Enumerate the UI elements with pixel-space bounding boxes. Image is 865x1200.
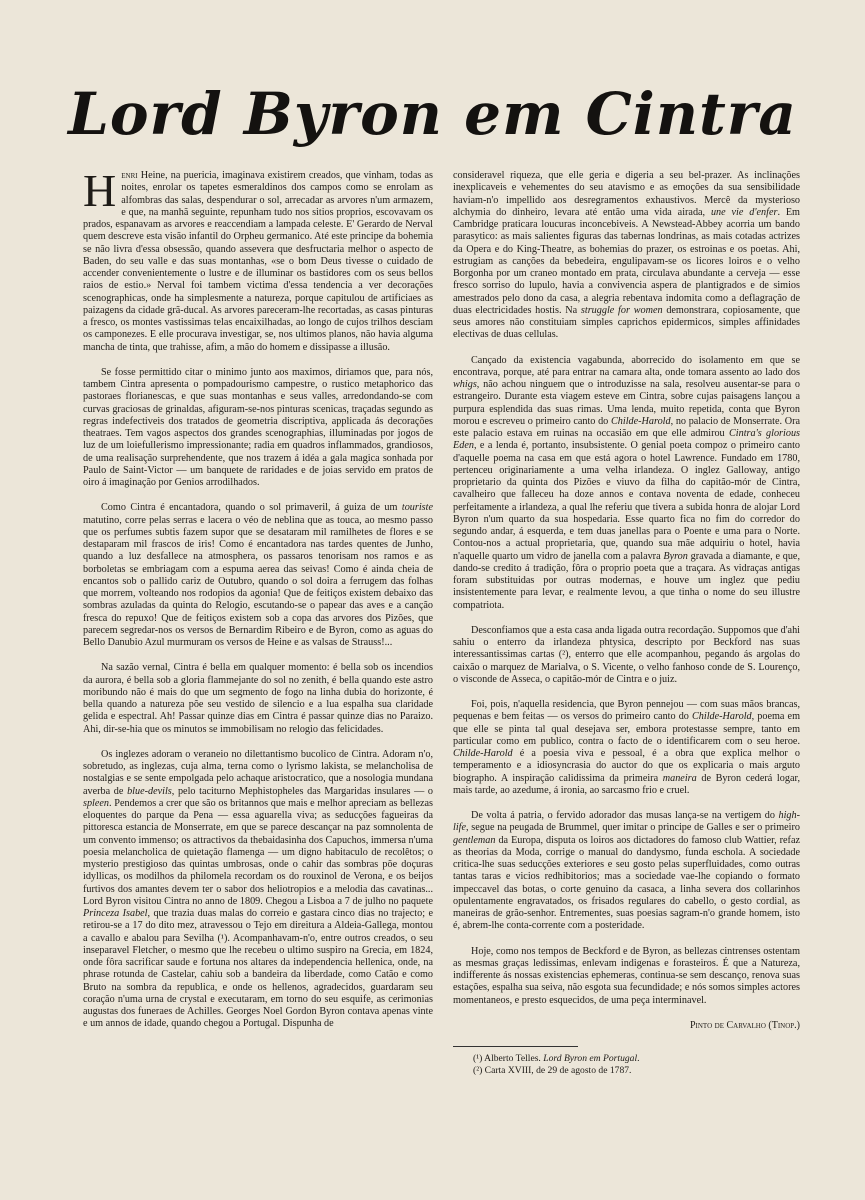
paragraph: Desconfiamos que a esta casa anda ligada outra recordação. Suppomos que d'ahi sahiu o enterro da irlandeza phtysica, descripto por Beckford nas suas interessantissimas cartas (²), enterro que elle acompanhou, pegando ás argolas do caixão o marquez de Marialva, o S. Vicente, o velho fanhoso conde de S. Lourenço, o visconde de Asseca, o capitão-mór de Cintra e o juiz.: [453, 624, 800, 685]
article-title: Lord Byron em Cintra: [68, 80, 797, 148]
footnote: (¹) Alberto Telles. Lord Byron em Portugal.: [473, 1053, 640, 1064]
left-column: [83, 165, 434, 1044]
author-signature: Pinto de Carvalho (Tinop.): [689, 1019, 800, 1031]
paragraph: Se fosse permittido citar o minimo junto aos maximos, diriamos que, para nós, tambem Cintra apresenta o pompadourismo campestre, o rustico metaphorico das pastoraes florianescas, e que suas montanhas e seus valles, arredondando-se com curvas graciosas de grinaldas, afiguram-se-nos pinturas scenicas, traçadas segundo as regras indefectiveis dos tratados de geometria discriptiva, applicada ás decorações theatraes. Tem vagos aspectos dos grandes scenographias, illuminadas por jogos de luz de um loiefullerismo impressionante; radia em quadros inflammados, grandiosos, de uma realisação surprehendente, que nos trazem á idéa a gala magica sonhada por Paulo de Saint-Victor — um banquete de raridades e de joias servido em pratos de oiro á imaginação por Genios arrodilhados.: [83, 366, 433, 488]
paragraph: Como Cintra é encantadora, quando o sol primaveril, á guiza de um touriste matutino, corre pelas serras e lacera o véo de neblina que as touca, ao mesmo passo que os perfumes subtis fazem supor que se desataram mil ramilhetes de flores e se destaparam mil frascos de iris! Como é encantadora nas tardes quentes de Junho, quando a luz desfallece na atmosphera, os passaros tenorisam nos ramos e as borboletas se embriagam com a espuma aerea das seivas! Como é ainda cheia de encantos sob o pallido cariz de Outubro, quando o sol doira a ferrugem das folhas que morrem, volteando nos rodopios da agonia! Que de feitiços existem debaixo das sombras azuladas da quinta do Relogio, escutando-se o papear das aves e a canção fresca do repuxo! Que de feitiços existem sob a copa das arvores dos Pizões, que parecem segredar-nos os versos de Bernardim Ribeiro e de Byron, como as aguas do Bello Danubio Azul murmuram os versos de Heine e as valsas de Strauss!...: [83, 502, 433, 648]
paragraph: consideravel riqueza, que elle geria e digeria a seu bel-prazer. As inclinações inexplicaveis e vehementes do seu atavismo e as emoções da sua sensibilidade haviam-n'o impellido aos desregramentos exhaustivos. Mercê da mysterioso alchymia do dinheiro, levara até então uma vida airada, une vie d'enfer. Em Cambridge praticara loucuras inconcebiveis. A Newstead-Abbey acorria um bando parasytico: as mais salientes figuras das tabernas londrinas, as mais cotadas actrizes da Opera e do King-Theatre, as bohemias do prazer, os estroinas e os poetas. Ahi, estrugiam as canções da bebedeira, engulipavam-se os licores loiros e o velho Borgonha por um craneo montado em prata, circulava abundante a cerveja — esse fresco sorriso do lupulo, havia a convivencia aspera de plantigrados e de simios amestrados pelo dono da casa, a alegria rebentava indomita como a deflagração de duas electricidades hostis. Na struggle for women demonstrara, copiosamente, que seus amores não constituiam simples caprichos epidermicos, simples affinidades electivas de duas cellulas.: [453, 170, 800, 341]
drop-cap: H: [83, 165, 117, 216]
footnote: (²) Carta XVIII, de 29 de agosto de 1787.: [473, 1064, 632, 1076]
paragraph: De volta á patria, o fervido adorador das musas lança-se na vertigem do high-life, segue na peugada de Brummel, quer imitar o principe de Galles e ser o primeiro gentleman da Europa, disputa os loiros aos dictadores do famoso club Wattier, refaz as theorias da Moda, corrige o manual do dandysmo, funda eschola. A sociedade critica-lhe suas seducções exteriores e seu gosto pelas superfluidades, como outras tantas taras e vicios redhibitorios; mas a sociedade vae-lhe copiando o formato impeccavel das botas, o corte genuino da casaca, a linha severa dos collarinhos opulentamente engravatados, os frisados regulares do cabello, o gesto cordial, as maneiras de grão-senhor. Entrementes, suas poesias sagram-n'o grande homem, isto é, abrem-lhe conta-corrente com a posteridade.: [453, 810, 800, 932]
smallcaps-lead: enri: [121, 170, 138, 181]
paragraph: Hoje, como nos tempos de Beckford e de Byron, as bellezas cintrenses ostentam as mesmas graças ledissimas, enlevam indigenas e forasteiros. É que a Natureza, indifferente ás nossas existencias ephemeras, continua-se sem descanço, renova suas estações, espalha sua seiva, não esgota sua fecundidade; e nós somos simples actores momentaneos, e presto esquecidos, de uma peça interminavel.: [453, 945, 800, 1006]
footnote-divider: [453, 1046, 578, 1047]
paragraph: Foi, pois, n'aquella residencia, que Byron pennejou — com suas mãos brancas, pequenas e bem feitas — os versos do primeiro canto do Childe-Harold, poema em que elle se pinta tal qual desejava ser, embora protestasse sempre, tanto em particular como em publico, contra o facto de o identificarem com o seu heroe. Childe-Harold é a poesia viva e pessoal, é a obra que explica melhor o temperamento e a idiosyncrasia do auctor do que os explicaria o mais arguto biographo. A inspiração calidissima da primeira maneira de Byron cederá logar, mais tarde, ao azedume, á ironia, ao sarcasmo frio e cruel.: [453, 699, 801, 796]
paragraph: Os inglezes adoram o veraneio no dilettantismo bucolico de Cintra. Adoram n'o, sobretudo, as inglezas, cuja alma, terna como o lyrismo lakista, se melancholisa de nostalgias e se sente empolgada pelo achaque aristocratico, que a nosologia mundana averba de blue-devils, pelo taciturno Mephistopheles das Margaridas insulares — o spleen. Pendemos a crer que são os britannos que mais e melhor apreciam as bellezas eloquentes do parque da Pena — essa aguarella viva; as seducções fagueiras da pittoresca estancia de Monserrate, em que se parece descançar na paz somnolenta de um convento immenso; os attractivos da thebaidasinha dos Capuchos, immersa n'uma poesia melancholica de quietação flamenga — um digno habitaculo de recolêtos; o mysterio prestigioso das quintas umbrosas, onde o cahir das sombras põe doçuras idyllicas, os modilhos da philomela recordam os do rouxinol de Verona, e os beijos furtivos dos amantes devem ter o sabor dos heliotropios e a melodia das cavatinas... Lord Byron visitou Cintra no anno de 1809. Chegou a Lisboa a 7 de julho no paquete Princeza Isabel, que trazia duas malas do correio e gastara cinco dias no trajecto; e retirou-se a 17 do dito mez, atravessou o Tejo em direitura a Aldeia-Gallega, montou a cavallo e abalou para Sevilha (¹). Acompanhavam-n'o, entre outros creados, o seu inseparavel Fletcher, o mesmo que lhe recebeu o ultimo suspiro na Grecia, em 1824, onde fôra sacrificar saude e fortuna nos altares da independencia hellenica, onde, na phrase rotunda de Castelar, cahiu sob a bandeira da liberdade, como Catão e como Bruto na sombra da republica, e onde os hellenos, agradecidos, guardaram seu coração n'uma urna de crystal e executaram, em torno do seu esquife, as cerimonias augustas dos funeraes de Achilles. Georges Noel Gordon Byron contava apenas vinte e um annos de idade, quando chegou a Portugal. Dispunha de: [83, 748, 434, 1030]
paragraph: Na sazão vernal, Cintra é bella em qualquer momento: é bella sob os incendios da aurora, é bella sob a gloria flammejante do sol no zenith, é bella quando este astro moribundo não é mais do que um segmento de fogo na linha dubia do horizonte, é bella quando a natureza põe seu vestido de silencio e a lua espalha sua claridade gelida e espectral. Ah! Passar quinze dias em Cintra é passar quinze dias no Paraizo. Ahi, dir-se-hia que os minutos se immobilisam no relogio das felicidades.: [83, 662, 433, 735]
right-column: [453, 170, 800, 1076]
paragraph: Cançado da existencia vagabunda, aborrecido do isolamento em que se encontrava, porque, até para entrar na camara alta, onde tomara assento ao lado dos whigs, não achou ninguem que o introduzisse na sala, resolveu ausentar-se para o estrangeiro. Durante esta viagem esteve em Cintra, sobre cujas paisagens lançou a purpura esplendida das suas rimas. Uma lenda, muito repetida, conta que Byron morou e escreveu o primeiro canto do Childe-Harold, no palacio de Monserrate. Ora este palacio estava em ruinas na occasião em que elle admirou Cintra's glorious Eden, e a lenda é, portanto, insubsistente. O genial poeta compoz o primeiro canto d'aquelle poema na casa em que está agora o hotel Lawrence. Fundado em 1780, pertenceu originariamente a uma velha irlandeza. O inglez Galloway, antigo proprietario da quinta dos Pizões e viuvo da filha do capitão-mór de Cintra, cavalheiro que falleceu ha doze annos e contava noventa de edade, conheceu perfeitamente a irlandeza, a qual lhe referiu que tivera a subida honra de alojar Lord Byron n'um quarto da sua hospedaria. Esse quarto fica no fim do corredor do segundo andar, á esquerda, e tem duas janellas para o Poente e uma para o Norte. Contou-nos a actual proprietaria, que, quando sua mãe adquiriu o hotel, havia n'aquelle quarto um vidro de janella com a palavra Byron gravada a diamante, e que, dando-se credito á tradição, fôra o proprio poeta que a traçara. As vidraças antigas foram substituidas por outras modernas, e houve um inglez que pediu insistentemente para levar, e realmente levou, a que tinha o nome do seu illustre compatriota.: [453, 354, 800, 611]
paragraph: [83, 165, 433, 354]
paragraph-text: Heine, na puericia, imaginava existirem creados, que vinham, todas as noites, enrolar os tapetes esmeraldinos dos campos como se enrolam as alfombras das salas, despendurar o sol, arrecadar as arvores n'um armazem, e que, na manhã seguinte, repunham tudo nos sitios proprios, escovavam os prados, espanavam as arvores e reaccendiam a lampada celeste. E' Gerardo de Nerval quem descreve esta visão infantil do Orpheu germanico. Até este principe da bohemia se não livra d'essa obsessão, quando assevera que desfructaria melhor o aspecto de Baden, do seu valle e das suas montanhas, «se o bom Deus tivesse o cuidado de accender convenientemente o lustre e de illuminar os bastidores com os seus bellos raios de estio.» Nerval foi tambem victima d'essa tendencia a ver decorações scenographicas, onde ha simplesmente a natureza, porque capitulou de artificiaes as paizagens da cidade grã-ducal. As arvores pareceram-lhe recortadas, as casas pinturas a fresco, os montes vastissimas telas encaixilhadas, ao longo de cujos trilhos desciam os camponezes. E elle procurava investigar, se, nos ultimos planos, não havia alguma mancha de tinta, que trahisse, afim, a mão do homem e dissipasse a illusão.: [83, 170, 433, 353]
